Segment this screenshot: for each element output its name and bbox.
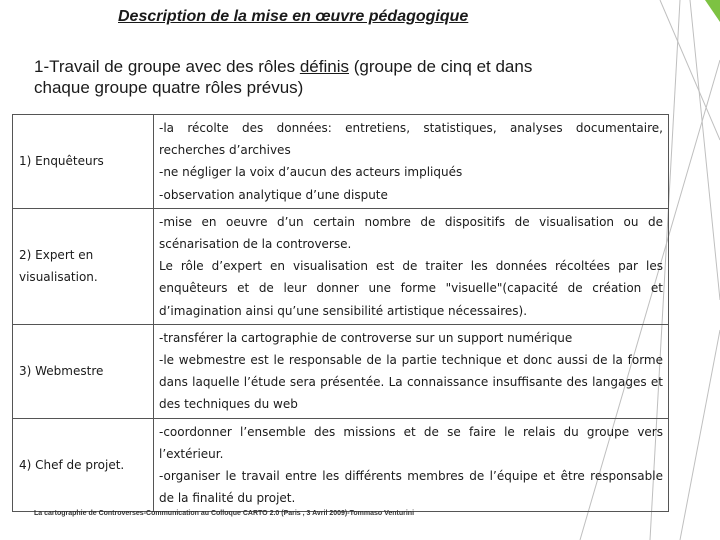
table-row (13, 418, 669, 512)
subtitle-prefix: 1-Travail de groupe avec des rôles (34, 57, 300, 76)
footer-credit: La cartographie de Controverses-Communication au Colloque CARTO 2.0 (Paris , 3 Avril 2009)-Tommaso Venturini (34, 510, 415, 517)
description-line: -le webmestre est le responsable de la partie technique et donc aussi de la forme dans laquelle l’étude sera présentée. La connaissance insuffisante des langages et des techniques du web (159, 353, 663, 412)
table-row (13, 115, 669, 209)
description-line: -observation analytique d’une dispute (159, 187, 388, 202)
table-row (13, 324, 669, 418)
subtitle-suffix: (groupe de cinq et dans chaque groupe quatre rôles prévus) (34, 57, 533, 97)
description-line: -la récolte des données: entretiens, statistiques, analyses documentaire, recherches d’archives (159, 121, 663, 158)
role-label: 4) Chef de projet. (13, 418, 154, 512)
page-title: Description de la mise en œuvre pédagogique (118, 8, 469, 25)
table-row (13, 208, 669, 324)
role-label: 1) Enquêteurs (13, 115, 154, 209)
role-description (154, 208, 669, 324)
roles-table (12, 114, 669, 512)
description-line: -ne négliger la voix d’aucun des acteurs impliqués (159, 165, 463, 180)
role-label: 2) Expert en visualisation. (13, 208, 154, 324)
description-line: -mise en oeuvre d’un certain nombre de dispositifs de visualisation ou de scénarisation de la controverse. (159, 214, 663, 252)
role-description (154, 324, 669, 418)
section-subtitle (34, 56, 574, 98)
description-line: -organiser le travail entre les différents membres de l’équipe et être responsable de la finalité du projet. (159, 469, 663, 506)
description-line: -transférer la cartographie de controverse sur un support numérique (159, 330, 573, 345)
role-description (154, 115, 669, 209)
description-line: -coordonner l’ensemble des missions et de se faire le relais du groupe vers l’extérieur. (159, 424, 663, 461)
role-description (154, 418, 669, 512)
green-accent-shape (705, 0, 720, 22)
description-line: Le rôle d’expert en visualisation est de traiter les données récoltées par les enquêteurs et de leur donner une forme "visuelle"(capacité de création et d’imagination ainsi qu’une sensibilité artistique nécessaires). (159, 259, 663, 318)
role-label: 3) Webmestre (13, 324, 154, 418)
subtitle-underlined: définis (299, 57, 349, 76)
